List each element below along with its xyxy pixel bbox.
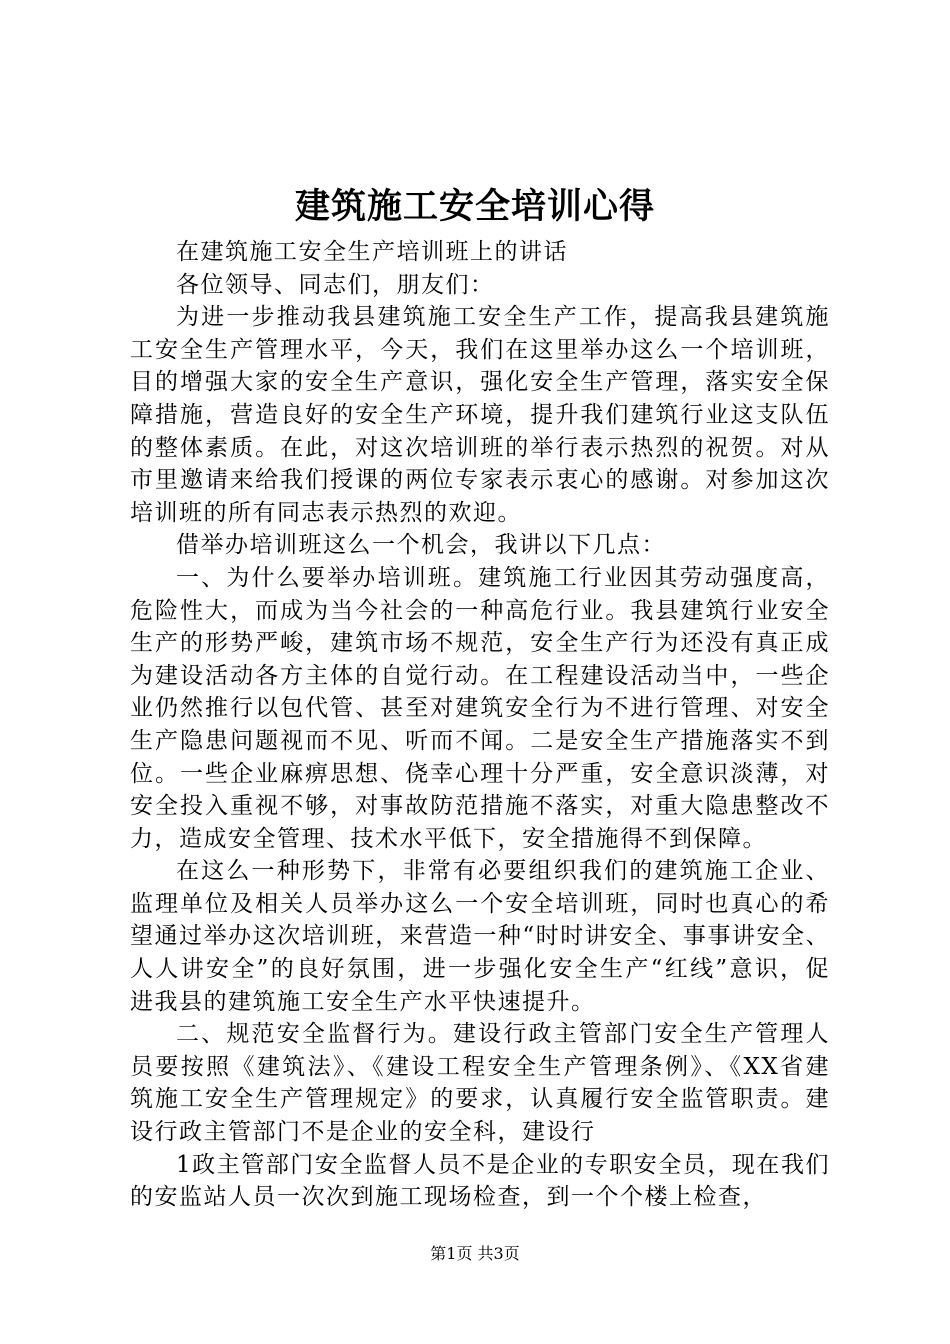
paragraph-point-two: 二、规范安全监督行为。建设行政主管部门安全生产管理人员要按照《建筑法》、《建设工程安全生产管理条例》、《XX省建筑施工安全生产管理规定》的要求，认真履行安全监管职责。建设行政主管部门不是企业的安全科，建设行	[130, 1021, 830, 1146]
paragraph-intro: 为进一步推动我县建筑施工安全生产工作，提高我县建筑施工安全生产管理水平，今天，我们在这里举办这么一个培训班，目的增强大家的安全生产意识，强化安全生产管理，落实安全保障措施，营造良好的安全生产环境，提升我们建筑行业这支队伍的整体素质。在此，对这次培训班的举行表示热烈的祝贺。对从市里邀请来给我们授课的两位专家表示衷心的感谢。对参加这次培训班的所有同志表示热烈的欢迎。	[130, 304, 830, 526]
paragraph-situation: 在这么一种形势下，非常有必要组织我们的建筑施工企业、监理单位及相关人员举办这么一个安全培训班，同时也真心的希望通过举办这次培训班，来营造一种“时时讲安全、事事讲安全、人人讲安全”的良好氛围，进一步强化安全生产“红线”意识，促进我县的建筑施工安全生产水平快速提升。	[130, 858, 830, 1015]
document-title: 建筑施工安全培训心得	[294, 186, 655, 227]
paragraph-salutation: 各位领导、同志们，朋友们：	[176, 271, 495, 298]
paragraph-point-one: 一、为什么要举办培训班。建筑施工行业因其劳动强度高，危险性大，而成为当今社会的一种高危行业。我县建筑行业安全生产的形势严峻，建筑市场不规范，安全生产行为还没有真正成为建设活动各方主体的自觉行动。在工程建设活动当中，一些企业仍然推行以包代管、甚至对建筑安全行为不进行管理、对安全生产隐患问题视而不见、听而不闻。二是安全生产措施落实不到位。一些企业麻痹思想、侥幸心理十分严重，安全意识淡薄，对安全投入重视不够，对事故防范措施不落实，对重大隐患整改不力，造成安全管理、技术水平低下，安全措施得不到保障。	[130, 564, 830, 852]
page-footer: 第1页 共3页	[430, 1244, 520, 1263]
paragraph-subtitle: 在建筑施工安全生产培训班上的讲话	[176, 239, 568, 265]
paragraph-continuation: 1政主管部门安全监督人员不是企业的专职安全员，现在我们的安监站人员一次次到施工现场检查，到一个个楼上检查，	[130, 1151, 830, 1211]
document-body	[130, 236, 830, 1214]
paragraph-points-lead: 借举办培训班这么一个机会，我讲以下几点：	[176, 532, 666, 559]
